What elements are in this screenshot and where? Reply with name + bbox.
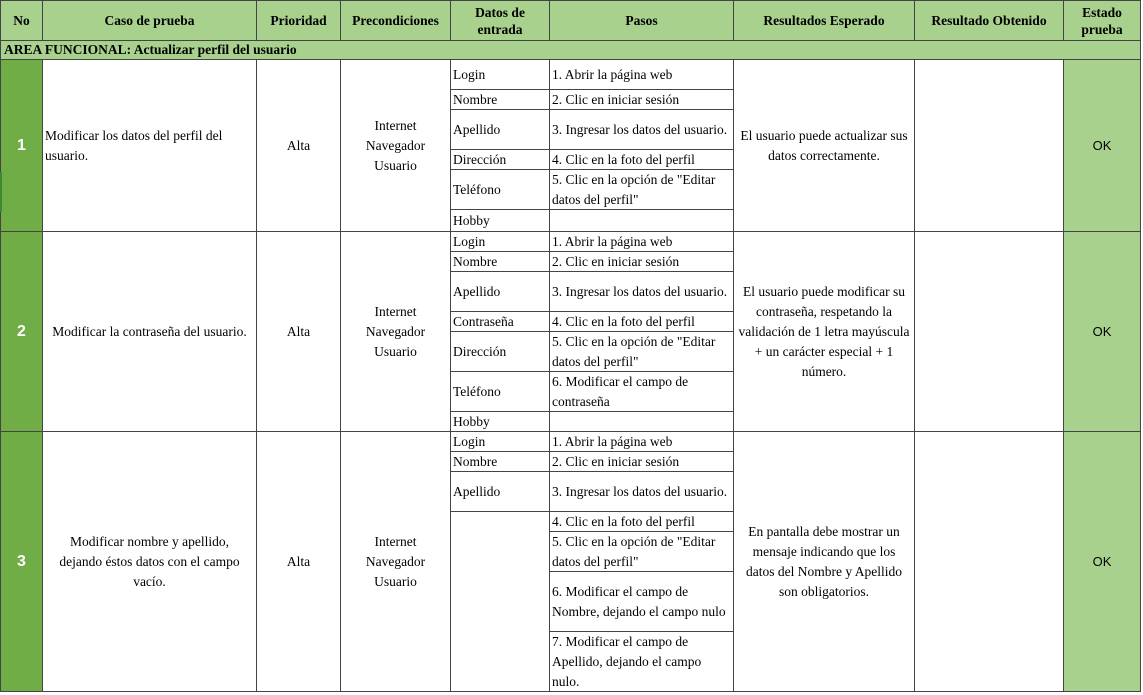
input-data-cell: Nombre <box>451 90 550 110</box>
header-obtenido: Resultado Obtenido <box>915 0 1064 41</box>
header-prioridad: Prioridad <box>257 0 341 41</box>
step-cell: 3. Ingresar los datos del usuario. <box>550 110 734 150</box>
status-badge: OK <box>1064 432 1141 692</box>
step-cell: 5. Clic en la opción de "Editar datos del perfil" <box>550 532 734 572</box>
step-cell: 4. Clic en la foto del perfil <box>550 150 734 170</box>
input-data-cell: Apellido <box>451 472 550 512</box>
input-data-cell <box>451 512 550 692</box>
input-data-cell: Teléfono <box>451 170 550 210</box>
input-data-cell: Dirección <box>451 150 550 170</box>
header-pasos: Pasos <box>550 0 734 41</box>
step-cell: 2. Clic en iniciar sesión <box>550 252 734 272</box>
expected-result: El usuario puede actualizar sus datos correctamente. <box>734 60 915 232</box>
case-description: Modificar los datos del perfil del usuario. <box>43 60 257 232</box>
input-data-cell: Hobby <box>451 210 550 232</box>
input-data-cell: Nombre <box>451 252 550 272</box>
case-priority: Alta <box>257 232 341 432</box>
input-data-cell: Login <box>451 232 550 252</box>
obtained-result <box>915 60 1064 232</box>
case-priority: Alta <box>257 60 341 232</box>
step-cell: 7. Modificar el campo de Apellido, dejando el campo nulo. <box>550 632 734 692</box>
obtained-result <box>915 232 1064 432</box>
step-cell: 6. Modificar el campo de Nombre, dejando el campo nulo <box>550 572 734 632</box>
header-precondiciones: Precondiciones <box>341 0 451 41</box>
input-data-cell: Apellido <box>451 272 550 312</box>
case-description: Modificar la contraseña del usuario. <box>43 232 257 432</box>
case-number: 3 <box>0 432 43 692</box>
case-number: 1 <box>0 60 43 232</box>
case-preconditions: Internet Navegador Usuario <box>341 60 451 232</box>
input-data-cell: Dirección <box>451 332 550 372</box>
step-cell: 2. Clic en iniciar sesión <box>550 90 734 110</box>
step-cell: 3. Ingresar los datos del usuario. <box>550 472 734 512</box>
case-preconditions: Internet Navegador Usuario <box>341 232 451 432</box>
step-cell <box>550 210 734 232</box>
status-badge: OK <box>1064 232 1141 432</box>
case-preconditions: Internet Navegador Usuario <box>341 432 451 692</box>
input-data-cell: Login <box>451 432 550 452</box>
input-data-cell: Nombre <box>451 452 550 472</box>
case-description: Modificar nombre y apellido, dejando éstos datos con el campo vacío. <box>43 432 257 692</box>
step-cell: 6. Modificar el campo de contraseña <box>550 372 734 412</box>
step-cell: 1. Abrir la página web <box>550 232 734 252</box>
input-data-cell: Login <box>451 60 550 90</box>
area-funcional: AREA FUNCIONAL: Actualizar perfil del usuario <box>0 41 1141 60</box>
step-cell: 1. Abrir la página web <box>550 432 734 452</box>
header-datos: Datos de entrada <box>451 0 550 41</box>
header-estado: Estado prueba <box>1064 0 1141 41</box>
step-cell: 4. Clic en la foto del perfil <box>550 512 734 532</box>
input-data-cell: Contraseña <box>451 312 550 332</box>
step-cell: 1. Abrir la página web <box>550 60 734 90</box>
case-number: 2 <box>0 232 43 432</box>
step-cell: 5. Clic en la opción de "Editar datos del perfil" <box>550 332 734 372</box>
obtained-result <box>915 432 1064 692</box>
header-no: No <box>0 0 43 41</box>
status-badge: OK <box>1064 60 1141 232</box>
input-data-cell: Hobby <box>451 412 550 432</box>
header-caso: Caso de prueba <box>43 0 257 41</box>
case-priority: Alta <box>257 432 341 692</box>
step-cell: 2. Clic en iniciar sesión <box>550 452 734 472</box>
step-cell: 5. Clic en la opción de "Editar datos del perfil" <box>550 170 734 210</box>
expected-result: En pantalla debe mostrar un mensaje indicando que los datos del Nombre y Apellido son obligatorios. <box>734 432 915 692</box>
input-data-cell: Teléfono <box>451 372 550 412</box>
step-cell: 3. Ingresar los datos del usuario. <box>550 272 734 312</box>
step-cell: 4. Clic en la foto del perfil <box>550 312 734 332</box>
selection-edge <box>0 172 2 212</box>
step-cell <box>550 412 734 432</box>
input-data-cell: Apellido <box>451 110 550 150</box>
expected-result: El usuario puede modificar su contraseña, respetando la validación de 1 letra mayúscula + un carácter especial + 1 número. <box>734 232 915 432</box>
header-esperado: Resultados Esperado <box>734 0 915 41</box>
